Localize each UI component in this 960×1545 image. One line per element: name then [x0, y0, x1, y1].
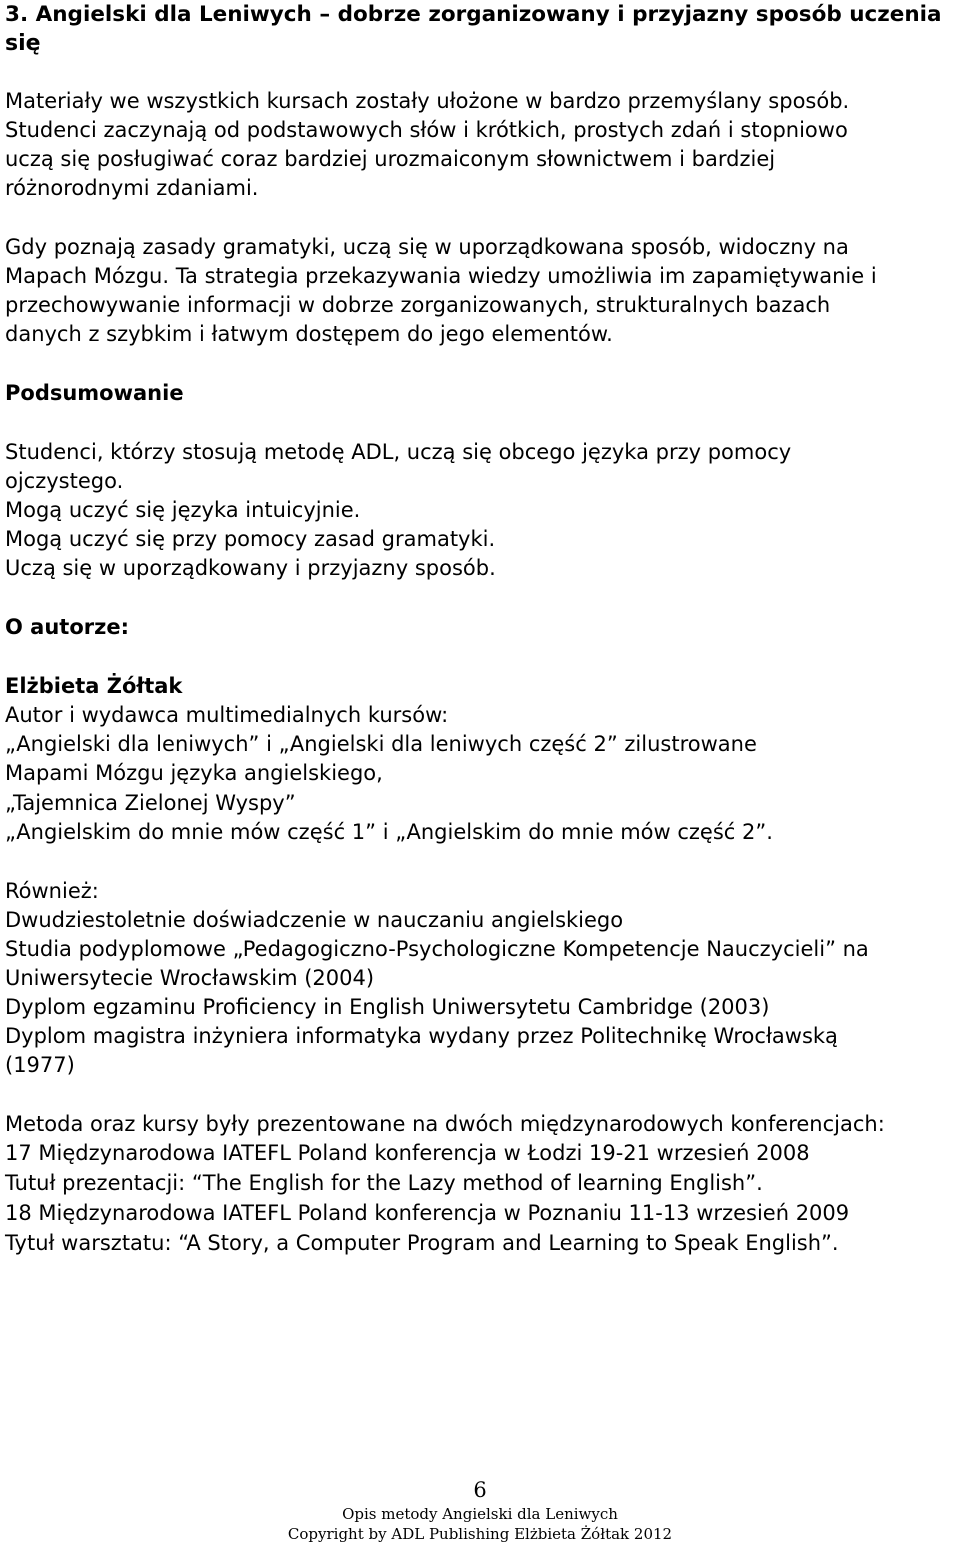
section-title-line2: się	[5, 31, 41, 56]
section-title-line1: 3. Angielski dla Leniwych – dobrze zorganizowany i przyjazny sposób uczenia	[5, 2, 942, 27]
author-line: Autor i wydawca multimedialnych kursów:	[5, 703, 449, 727]
also-line: Dyplom egzaminu Proficiency in English Uniwersytetu Cambridge (2003)	[5, 995, 770, 1019]
para1-line: uczą się posługiwać coraz bardziej urozmaiconym słownictwem i bardziej	[5, 147, 776, 171]
para1-line: Materiały we wszystkich kursach zostały ułożone w bardzo przemyślany sposób.	[5, 89, 850, 113]
para2-line: przechowywanie informacji w dobrze zorganizowanych, strukturalnych bazach	[5, 293, 831, 317]
also-line: Dyplom magistra inżyniera informatyka wydany przez Politechnikę Wrocławską	[5, 1024, 838, 1048]
conference-line: Metoda oraz kursy były prezentowane na dwóch międzynarodowych konferencjach:	[5, 1112, 885, 1136]
author-line: Mapami Mózgu języka angielskiego,	[5, 761, 383, 785]
summary-heading: Podsumowanie	[5, 381, 184, 405]
summary-line: Studenci, którzy stosują metodę ADL, uczą się obcego języka przy pomocy	[5, 440, 792, 464]
para1-line: różnorodnymi zdaniami.	[5, 176, 259, 200]
para1-line: Studenci zaczynają od podstawowych słów i krótkich, prostych zdań i stopniowo	[5, 118, 848, 142]
summary-line: Mogą uczyć się przy pomocy zasad gramatyki.	[5, 527, 496, 551]
also-line: Dwudziestoletnie doświadczenie w nauczaniu angielskiego	[5, 908, 624, 932]
footer-copyright: Copyright by ADL Publishing Elżbieta Żółtak 2012	[287, 1525, 673, 1543]
summary-line: ojczystego.	[5, 469, 124, 493]
conference-line: 17 Międzynarodowa IATEFL Poland konferencja w Łodzi 19-21 wrzesień 2008	[5, 1141, 810, 1165]
author-line: „Tajemnica Zielonej Wyspy”	[5, 791, 296, 815]
summary-line: Uczą się w uporządkowany i przyjazny sposób.	[5, 556, 496, 580]
conference-line: 18 Międzynarodowa IATEFL Poland konferencja w Poznaniu 11-13 wrzesień 2009	[5, 1201, 850, 1225]
summary-line: Mogą uczyć się języka intuicyjnie.	[5, 498, 361, 522]
also-heading: Również:	[5, 879, 99, 903]
footer-doc-title: Opis metody Angielski dla Leniwych	[342, 1505, 618, 1523]
author-heading: O autorze:	[5, 615, 129, 639]
para2-line: danych z szybkim i łatwym dostępem do jego elementów.	[5, 322, 613, 346]
para2-line: Mapach Mózgu. Ta strategia przekazywania wiedzy umożliwia im zapamiętywanie i	[5, 264, 877, 288]
also-line: Studia podyplomowe „Pedagogiczno-Psychologiczne Kompetencje Nauczycieli” na	[5, 937, 869, 961]
para2-line: Gdy poznają zasady gramatyki, uczą się w uporządkowana sposób, widoczny na	[5, 235, 849, 259]
conference-line: Tutuł prezentacji: “The English for the Lazy method of learning English”.	[5, 1171, 763, 1195]
author-line: „Angielski dla leniwych” i „Angielski dla leniwych część 2” zilustrowane	[5, 732, 757, 756]
also-line: Uniwersytecie Wrocławskim (2004)	[5, 966, 375, 990]
author-name: Elżbieta Żółtak	[5, 674, 183, 698]
conference-line: Tytuł warsztatu: “A Story, a Computer Program and Learning to Speak English”.	[5, 1231, 839, 1255]
author-line: „Angielskim do mnie mów część 1” i „Angielskim do mnie mów część 2”.	[5, 820, 773, 844]
also-line: (1977)	[5, 1053, 75, 1077]
page-number: 6	[473, 1478, 487, 1502]
